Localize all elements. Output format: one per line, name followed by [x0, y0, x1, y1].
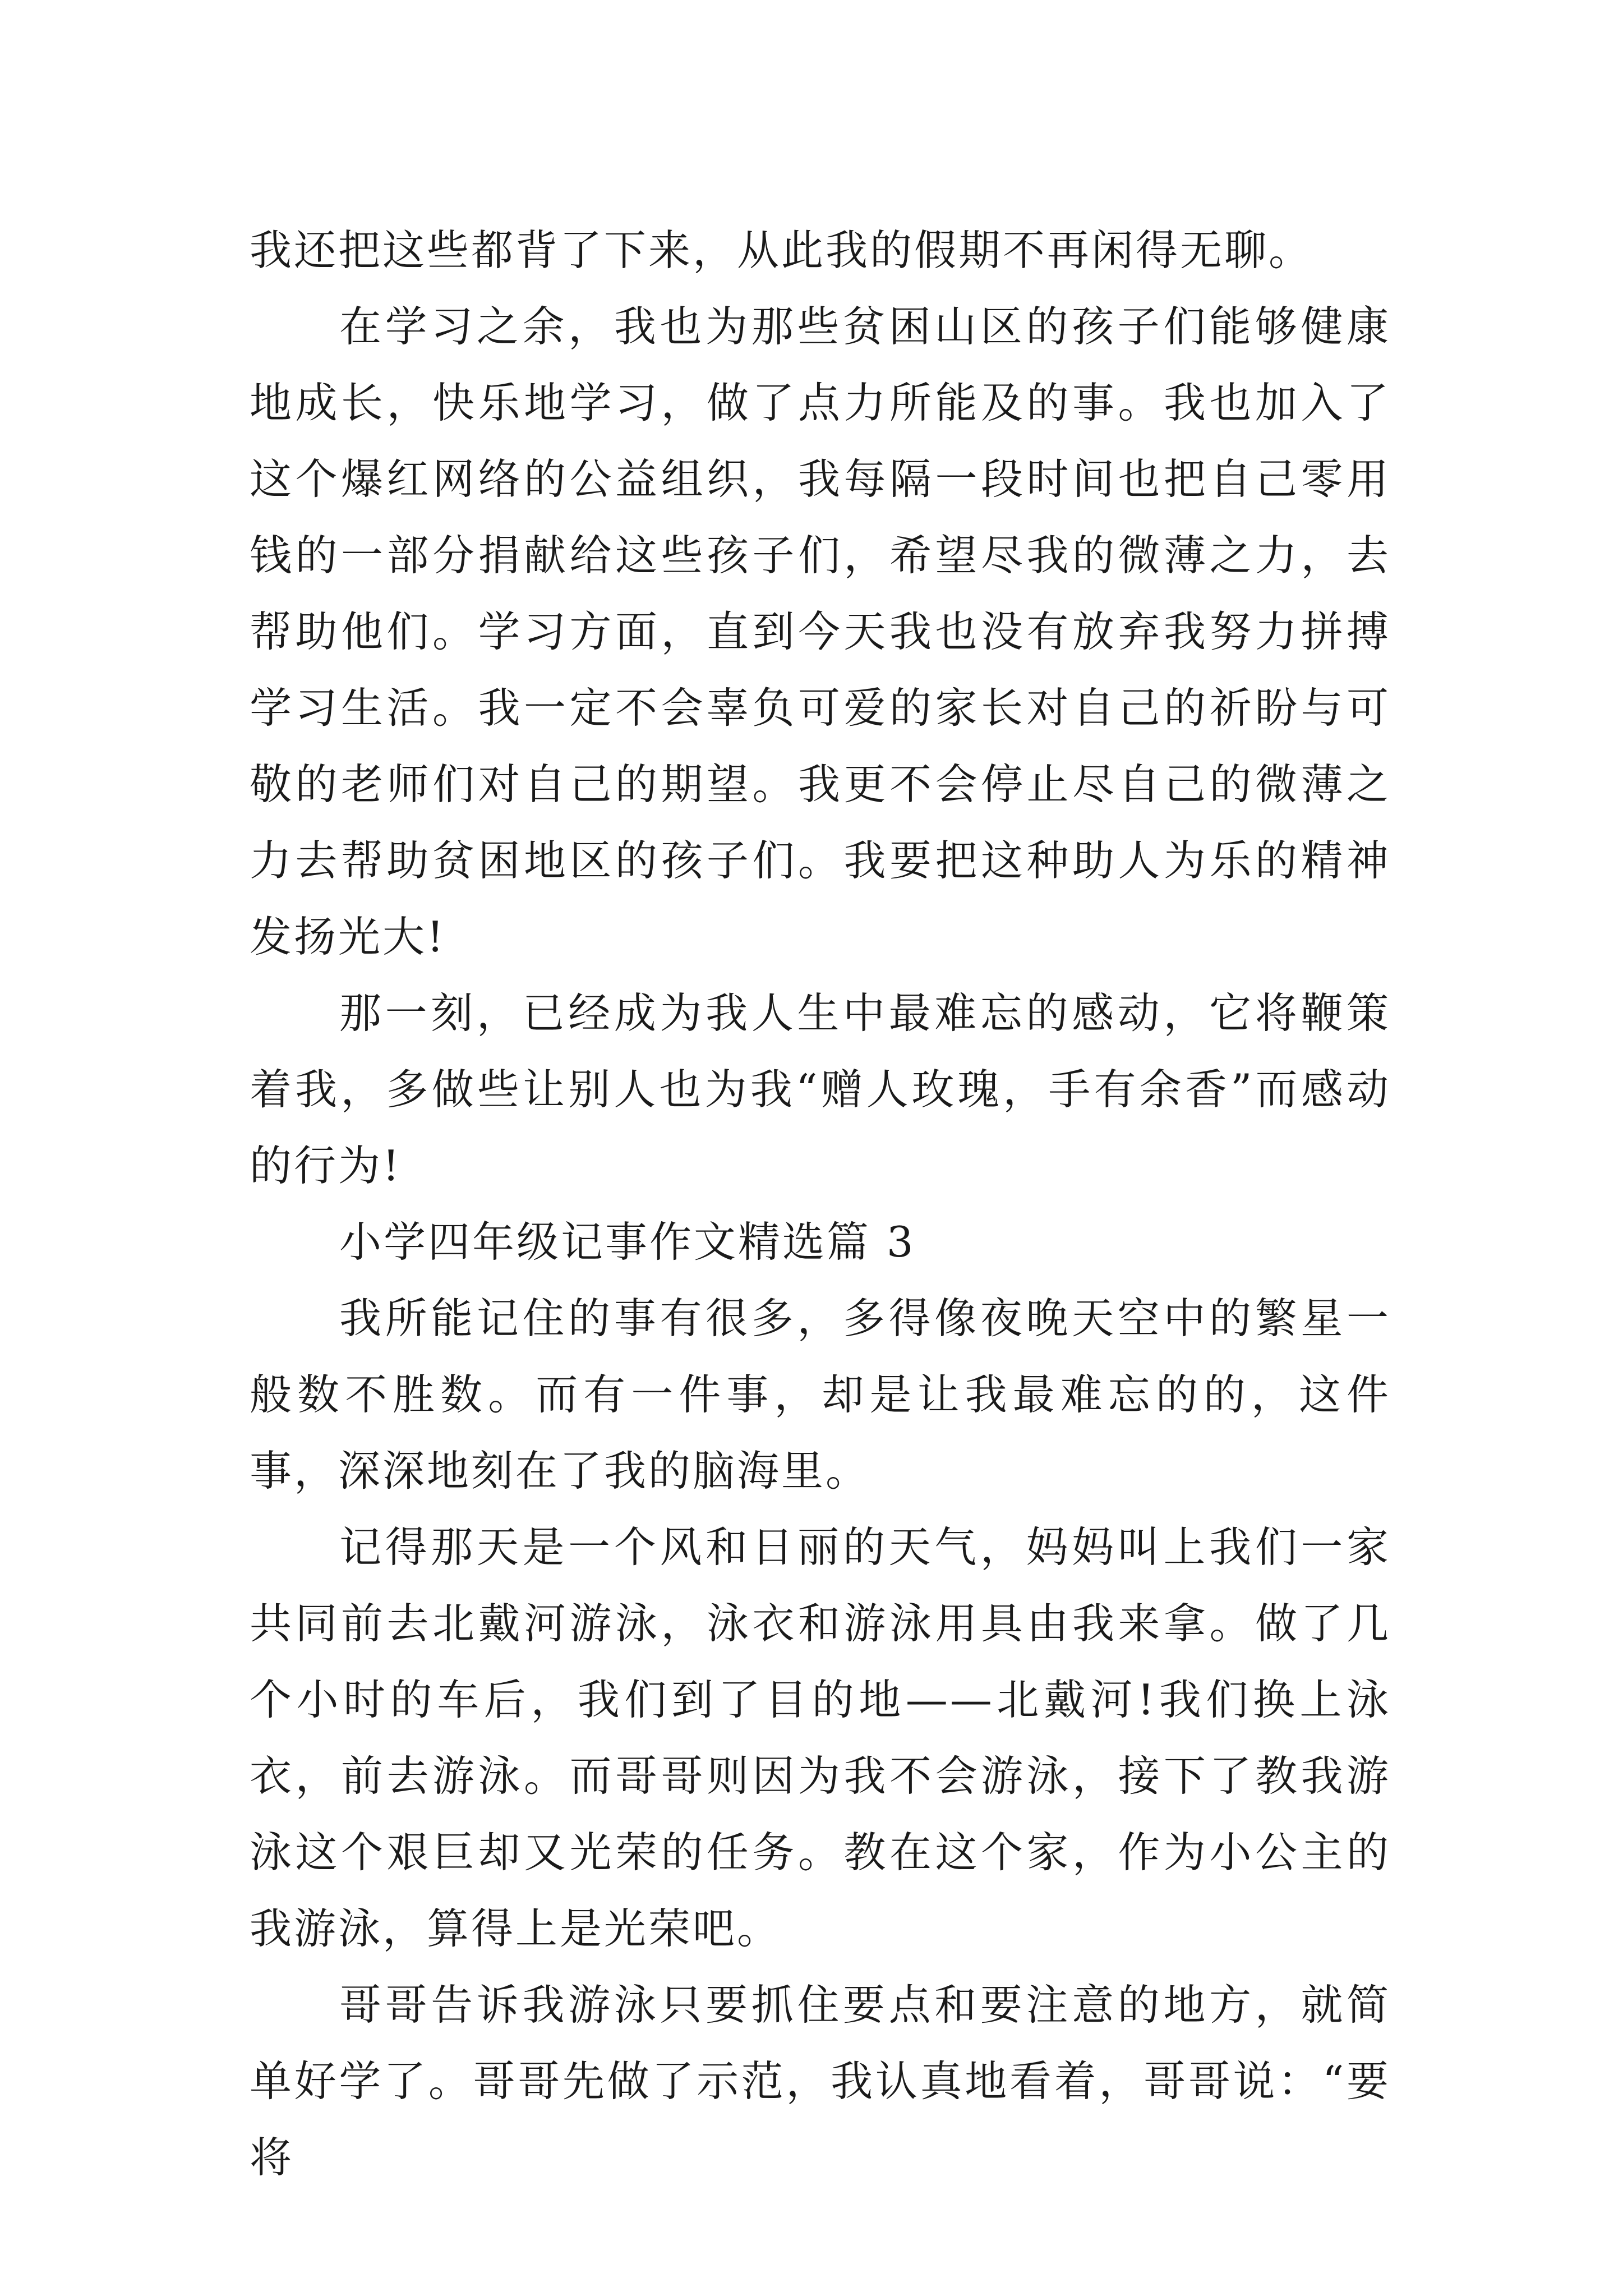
paragraph: 哥哥告诉我游泳只要抓住要点和要注意的地方，就简单好学了。哥哥先做了示范，我认真地看着，哥哥说：“要将 [250, 1980, 1391, 2182]
paragraph: 在学习之余，我也为那些贫困山区的孩子们能够健康地成长，快乐地学习，做了点力所能及的事。我也加入了这个爆红网络的公益组织，我每隔一段时间也把自己零用钱的一部分捐献给这些孩子们，希望尽我的微薄之力，去帮助他们。学习方面，直到今天我也没有放弃我努力拼搏学习生活。我一定不会辜负可爱的家长对自己的祈盼与可敬的老师们对自己的期望。我更不会停止尽自己的微薄之力去帮助贫困地区的孩子们。我要把这种助人为乐的精神发扬光大! [250, 302, 1391, 961]
paragraph: 我所能记住的事有很多，多得像夜晚天空中的繁星一般数不胜数。而有一件事，却是让我最难忘的的，这件事，深深地刻在了我的脑海里。 [250, 1294, 1391, 1496]
document-body [250, 212, 1391, 2196]
section-heading: 小学四年级记事作文精选篇 3 [339, 1217, 916, 1267]
paragraph: 记得那天是一个风和日丽的天气，妈妈叫上我们一家共同前去北戴河游泳，泳衣和游泳用具由我来拿。做了几个小时的车后，我们到了目的地——北戴河!我们换上泳衣，前去游泳。而哥哥则因为我不会游泳，接下了教我游泳这个艰巨却又光荣的任务。教在这个家，作为小公主的我游泳，算得上是光荣吧。 [250, 1522, 1391, 1953]
paragraph: 那一刻，已经成为我人生中最难忘的感动，它将鞭策着我，多做些让别人也为我“赠人玫瑰，手有余香”而感动的行为! [250, 988, 1391, 1190]
paragraph-continuation: 我还把这些都背了下来，从此我的假期不再闲得无聊。 [250, 226, 1313, 275]
